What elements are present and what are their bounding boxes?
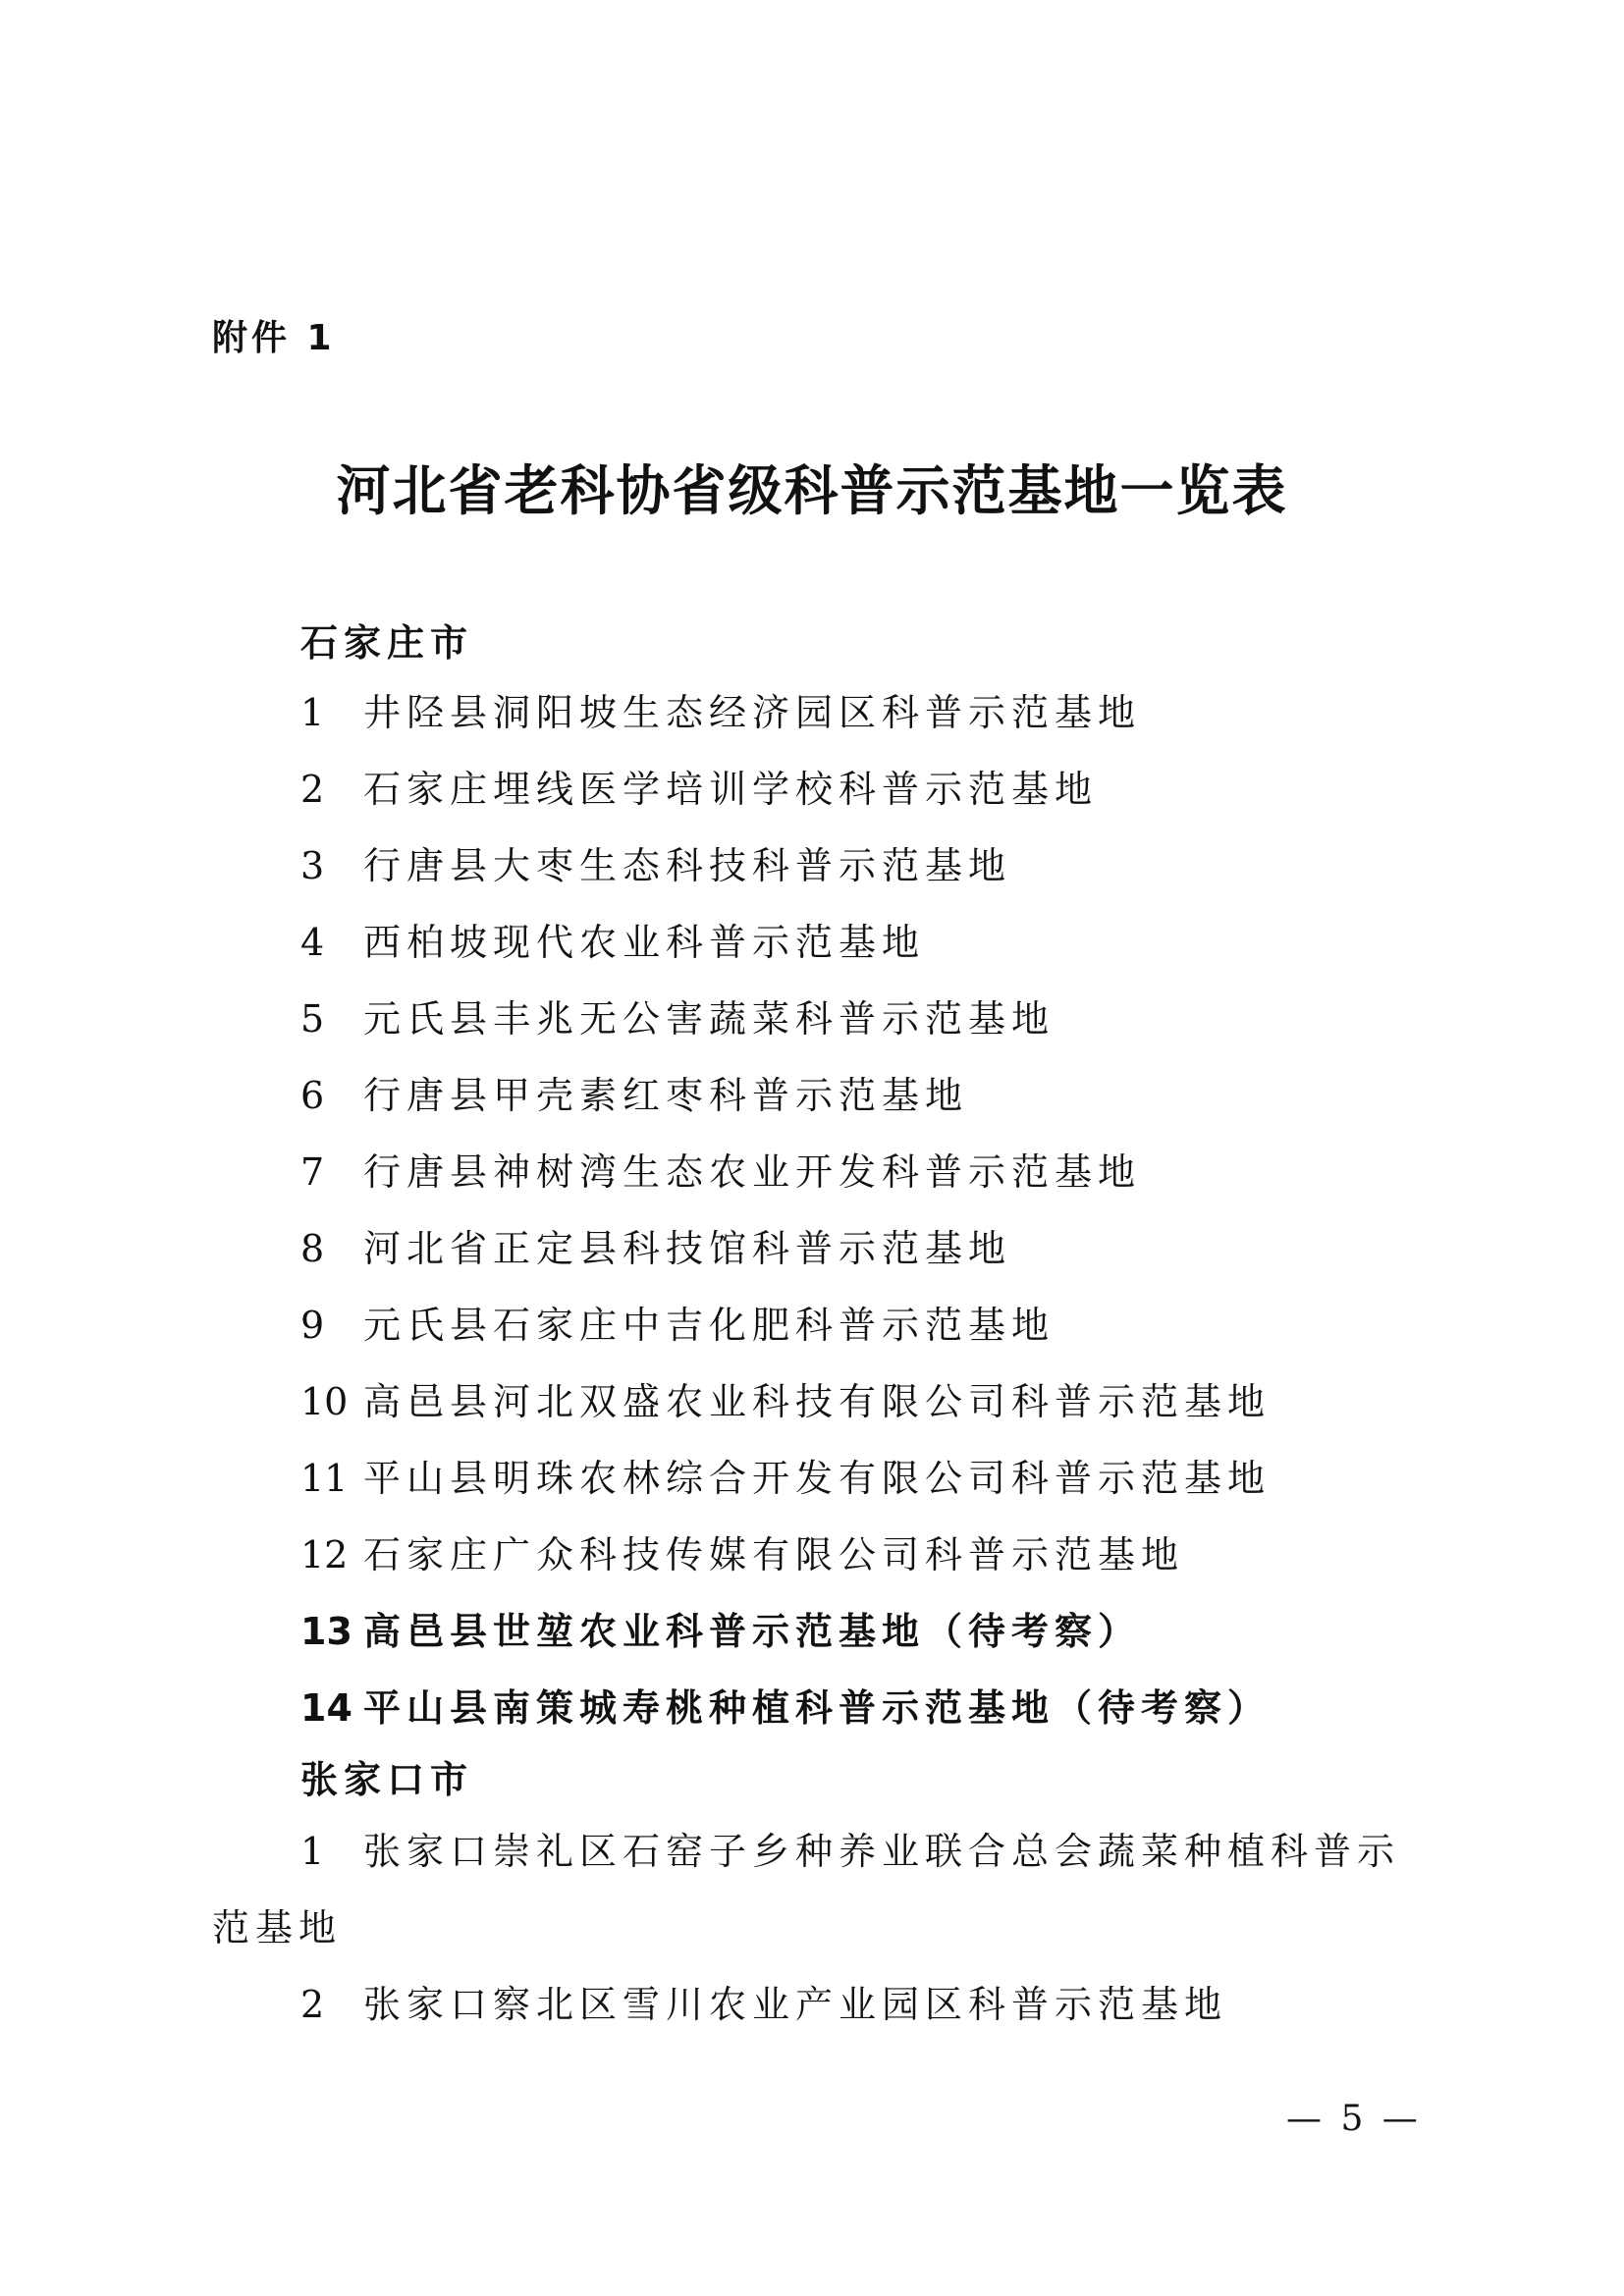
item-name: 元氏县丰兆无公害蔬菜科普示范基地 xyxy=(363,997,1056,1041)
item-number: 5 xyxy=(300,997,325,1041)
section-heading-zhangjiakou: 张家口市 xyxy=(300,1758,474,1801)
list-item xyxy=(300,836,1011,895)
item-name: 河北省正定县科技馆科普示范基地 xyxy=(363,1227,1012,1270)
item-number: 6 xyxy=(300,1074,325,1117)
item-number: 13 xyxy=(300,1610,352,1653)
list-item xyxy=(300,1525,1184,1584)
item-name: 行唐县甲壳素红枣科普示范基地 xyxy=(363,1074,969,1117)
item-name: 石家庄广众科技传媒有限公司科普示范基地 xyxy=(363,1533,1185,1576)
list-item-pending xyxy=(300,1602,1141,1661)
list-item xyxy=(300,1219,1011,1278)
item-number: 2 xyxy=(300,1983,325,2026)
item-number: 7 xyxy=(300,1150,325,1194)
item-name: 井陉县洞阳坡生态经济园区科普示范基地 xyxy=(363,691,1142,734)
item-number: 14 xyxy=(300,1686,352,1730)
item-name: 石家庄埋线医学培训学校科普示范基地 xyxy=(363,768,1099,811)
list-item xyxy=(300,1066,968,1125)
attachment-label: 附件 1 xyxy=(212,318,336,358)
list-item xyxy=(300,989,1055,1048)
list-item xyxy=(300,913,925,972)
list-item xyxy=(300,1143,1141,1201)
item-number: 1 xyxy=(300,691,325,734)
item-name: 高邑县河北双盛农业科技有限公司科普示范基地 xyxy=(363,1380,1272,1423)
item-name: 张家口察北区雪川农业产业园区科普示范基地 xyxy=(363,1983,1228,2026)
item-name: 平山县明珠农林综合开发有限公司科普示范基地 xyxy=(363,1457,1272,1500)
item-name: 西柏坡现代农业科普示范基地 xyxy=(363,921,926,964)
item-number: 2 xyxy=(300,768,325,811)
item-name: 行唐县神树湾生态农业开发科普示范基地 xyxy=(363,1150,1142,1194)
list-item xyxy=(300,683,1141,742)
list-item xyxy=(300,1822,1400,1881)
list-item xyxy=(300,1449,1271,1508)
item-name: 高邑县世堃农业科普示范基地（待考察） xyxy=(363,1610,1142,1653)
section-heading-shijiazhuang: 石家庄市 xyxy=(300,621,474,665)
list-item-pending xyxy=(300,1679,1271,1737)
item-number: 1 xyxy=(300,1830,325,1873)
list-item xyxy=(300,760,1098,819)
item-number: 3 xyxy=(300,844,325,887)
item-number: 10 xyxy=(300,1380,349,1423)
page-number: — 5 — xyxy=(1286,2099,1422,2139)
item-number: 12 xyxy=(300,1533,349,1576)
item-number: 9 xyxy=(300,1304,325,1347)
item-number: 11 xyxy=(300,1457,349,1500)
list-item xyxy=(300,1975,1227,2034)
item-name: 张家口崇礼区石窑子乡种养业联合总会蔬菜种植科普示 xyxy=(363,1830,1401,1873)
item-number: 8 xyxy=(300,1227,325,1270)
list-item xyxy=(300,1296,1055,1355)
item-name: 元氏县石家庄中吉化肥科普示范基地 xyxy=(363,1304,1056,1347)
page-title: 河北省老科协省级科普示范基地一览表 xyxy=(336,459,1288,522)
item-name: 行唐县大枣生态科技科普示范基地 xyxy=(363,844,1012,887)
item-number: 4 xyxy=(300,921,325,964)
list-item xyxy=(300,1372,1271,1431)
item-name: 平山县南策城寿桃种植科普示范基地（待考察） xyxy=(363,1686,1272,1730)
item-name-continuation: 范基地 xyxy=(212,1906,343,1949)
